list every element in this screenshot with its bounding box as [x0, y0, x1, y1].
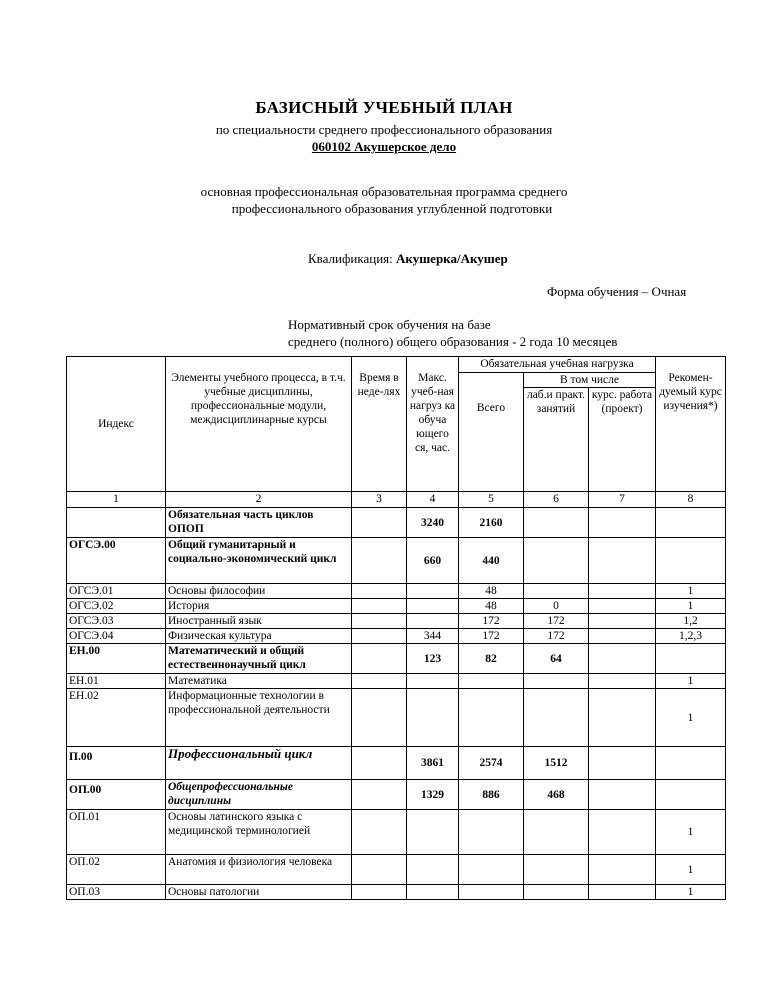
table-row	[67, 508, 726, 538]
row-index: ОГСЭ.03	[67, 614, 166, 629]
row-recommended	[656, 780, 726, 810]
row-weeks	[352, 508, 407, 538]
row-index: ЕН.01	[67, 674, 166, 689]
header-weeks: Время в неде-лях	[352, 357, 407, 492]
column-number: 1	[67, 492, 166, 508]
row-index: ОП.03	[67, 885, 166, 900]
qualification-value: Акушерка/Акушер	[396, 251, 508, 266]
term-line-1: Нормативный срок обучения на базе	[288, 317, 491, 332]
row-lab: 172	[524, 614, 589, 629]
row-index: П.00	[67, 747, 166, 780]
header-total: Всего	[459, 373, 524, 492]
row-course	[589, 855, 656, 885]
row-name: Иностранный язык	[166, 614, 352, 629]
row-index: ЕН.02	[67, 689, 166, 747]
row-max-load	[407, 599, 459, 614]
row-lab: 1512	[524, 747, 589, 780]
row-max-load: 123	[407, 644, 459, 674]
row-recommended: 1	[656, 584, 726, 599]
row-lab: 172	[524, 629, 589, 644]
header-lab: лаб.и практ. занятий	[524, 388, 589, 492]
row-total	[459, 674, 524, 689]
row-weeks	[352, 855, 407, 885]
row-name: История	[166, 599, 352, 614]
row-max-load	[407, 674, 459, 689]
row-lab	[524, 584, 589, 599]
row-total	[459, 810, 524, 855]
row-max-load: 660	[407, 538, 459, 584]
header-recommended: Рекомен-дуемый курс изучения*)	[656, 357, 726, 492]
row-lab	[524, 810, 589, 855]
row-lab	[524, 689, 589, 747]
program-line-2: профессионального образования углубленной подготовки	[231, 201, 553, 216]
row-total	[459, 855, 524, 885]
row-recommended: 1	[656, 855, 726, 885]
row-recommended: 1	[656, 689, 726, 747]
row-total	[459, 885, 524, 900]
row-index: ОГСЭ.04	[67, 629, 166, 644]
study-form: Форма обучения – Очная	[547, 284, 687, 299]
row-weeks	[352, 780, 407, 810]
row-weeks	[352, 644, 407, 674]
table-body	[67, 508, 726, 900]
row-lab: 468	[524, 780, 589, 810]
row-weeks	[352, 747, 407, 780]
row-total: 886	[459, 780, 524, 810]
table-row	[67, 629, 726, 644]
header-max-load: Макс. учеб-ная нагруз ка обуча ющего ся, час.	[407, 357, 459, 492]
program-line-1: основная профессиональная образовательная программа среднего	[200, 184, 568, 199]
page-title: БАЗИСНЫЙ УЧЕБНЫЙ ПЛАН	[255, 98, 513, 117]
term-line-2: среднего (полного) общего образования - 2 года 10 месяцев	[288, 334, 618, 349]
row-total: 172	[459, 614, 524, 629]
row-weeks	[352, 538, 407, 584]
row-course	[589, 885, 656, 900]
row-lab	[524, 855, 589, 885]
qualification-label: Квалификация:	[308, 251, 393, 266]
row-weeks	[352, 614, 407, 629]
row-course	[589, 644, 656, 674]
row-total: 48	[459, 599, 524, 614]
row-name: Информационные технологии в профессиональной деятельности	[166, 689, 352, 747]
row-name: Обязательная часть циклов ОПОП	[166, 508, 352, 538]
row-lab	[524, 538, 589, 584]
row-index: ЕН.00	[67, 644, 166, 674]
row-course	[589, 599, 656, 614]
row-total: 82	[459, 644, 524, 674]
row-recommended: 1,2	[656, 614, 726, 629]
row-course	[589, 810, 656, 855]
row-total: 48	[459, 584, 524, 599]
column-number: 7	[589, 492, 656, 508]
row-weeks	[352, 810, 407, 855]
row-weeks	[352, 689, 407, 747]
header-mandatory: Обязательная учебная нагрузка	[459, 357, 656, 373]
column-numbers-row	[67, 492, 726, 508]
row-course	[589, 780, 656, 810]
row-name: Физическая культура	[166, 629, 352, 644]
row-recommended: 1,2,3	[656, 629, 726, 644]
row-weeks	[352, 599, 407, 614]
row-max-load	[407, 584, 459, 599]
row-weeks	[352, 885, 407, 900]
table-row	[67, 538, 726, 584]
table-row	[67, 599, 726, 614]
column-number: 6	[524, 492, 589, 508]
row-recommended: 1	[656, 885, 726, 900]
row-name: Математика	[166, 674, 352, 689]
row-name: Общепрофессиональные дисциплины	[166, 780, 352, 810]
row-total: 440	[459, 538, 524, 584]
row-weeks	[352, 629, 407, 644]
row-course	[589, 629, 656, 644]
header-index: Индекс	[67, 357, 166, 492]
row-recommended: 1	[656, 674, 726, 689]
row-index: ОП.00	[67, 780, 166, 810]
table-row	[67, 674, 726, 689]
row-total	[459, 689, 524, 747]
table-row	[67, 584, 726, 599]
column-number: 4	[407, 492, 459, 508]
row-max-load	[407, 810, 459, 855]
row-total: 2160	[459, 508, 524, 538]
column-number: 8	[656, 492, 726, 508]
row-lab	[524, 508, 589, 538]
table-row	[67, 747, 726, 780]
row-index: ОГСЭ.02	[67, 599, 166, 614]
row-recommended	[656, 508, 726, 538]
table-row	[67, 689, 726, 747]
row-index: ОП.01	[67, 810, 166, 855]
row-course	[589, 689, 656, 747]
row-name: Общий гуманитарный и социально-экономический цикл	[166, 538, 352, 584]
row-index: ОГСЭ.00	[67, 538, 166, 584]
row-course	[589, 674, 656, 689]
row-recommended	[656, 538, 726, 584]
row-name: Анатомия и физиология человека	[166, 855, 352, 885]
table-row	[67, 855, 726, 885]
header-including: В том числе	[524, 373, 656, 388]
row-total: 172	[459, 629, 524, 644]
row-recommended	[656, 644, 726, 674]
column-number: 5	[459, 492, 524, 508]
row-name: Профессиональный цикл	[166, 747, 352, 780]
row-recommended: 1	[656, 810, 726, 855]
column-number: 2	[166, 492, 352, 508]
row-lab	[524, 674, 589, 689]
table-row	[67, 810, 726, 855]
table-row	[67, 614, 726, 629]
curriculum-table	[66, 356, 726, 900]
table-row	[67, 780, 726, 810]
row-index: ОП.02	[67, 855, 166, 885]
qualification	[308, 251, 508, 267]
row-max-load: 3861	[407, 747, 459, 780]
row-course	[589, 614, 656, 629]
row-course	[589, 584, 656, 599]
row-course	[589, 508, 656, 538]
row-total: 2574	[459, 747, 524, 780]
row-max-load	[407, 614, 459, 629]
header-elements: Элементы учебного процесса, в т.ч. учебные дисциплины, профессиональные модули, междисциплинарные курсы	[166, 357, 352, 492]
specialty: 060102 Акушерское дело	[311, 139, 457, 154]
row-max-load: 3240	[407, 508, 459, 538]
row-max-load: 1329	[407, 780, 459, 810]
row-lab	[524, 885, 589, 900]
row-lab: 0	[524, 599, 589, 614]
column-number: 3	[352, 492, 407, 508]
row-course	[589, 538, 656, 584]
row-name: Основы латинского языка с медицинской терминологией	[166, 810, 352, 855]
row-recommended: 1	[656, 599, 726, 614]
row-max-load	[407, 855, 459, 885]
row-course	[589, 747, 656, 780]
table-row	[67, 644, 726, 674]
row-index: ОГСЭ.01	[67, 584, 166, 599]
row-max-load: 344	[407, 629, 459, 644]
row-weeks	[352, 584, 407, 599]
row-max-load	[407, 689, 459, 747]
header-course: курс. работа (проект)	[589, 388, 656, 492]
row-name: Основы патологии	[166, 885, 352, 900]
row-index	[67, 508, 166, 538]
table-row	[67, 885, 726, 900]
row-weeks	[352, 674, 407, 689]
row-name: Основы философии	[166, 584, 352, 599]
row-recommended	[656, 747, 726, 780]
subtitle: по специальности среднего профессионального образования	[215, 122, 553, 137]
row-name: Математический и общий естественнонаучный цикл	[166, 644, 352, 674]
row-max-load	[407, 885, 459, 900]
row-lab: 64	[524, 644, 589, 674]
